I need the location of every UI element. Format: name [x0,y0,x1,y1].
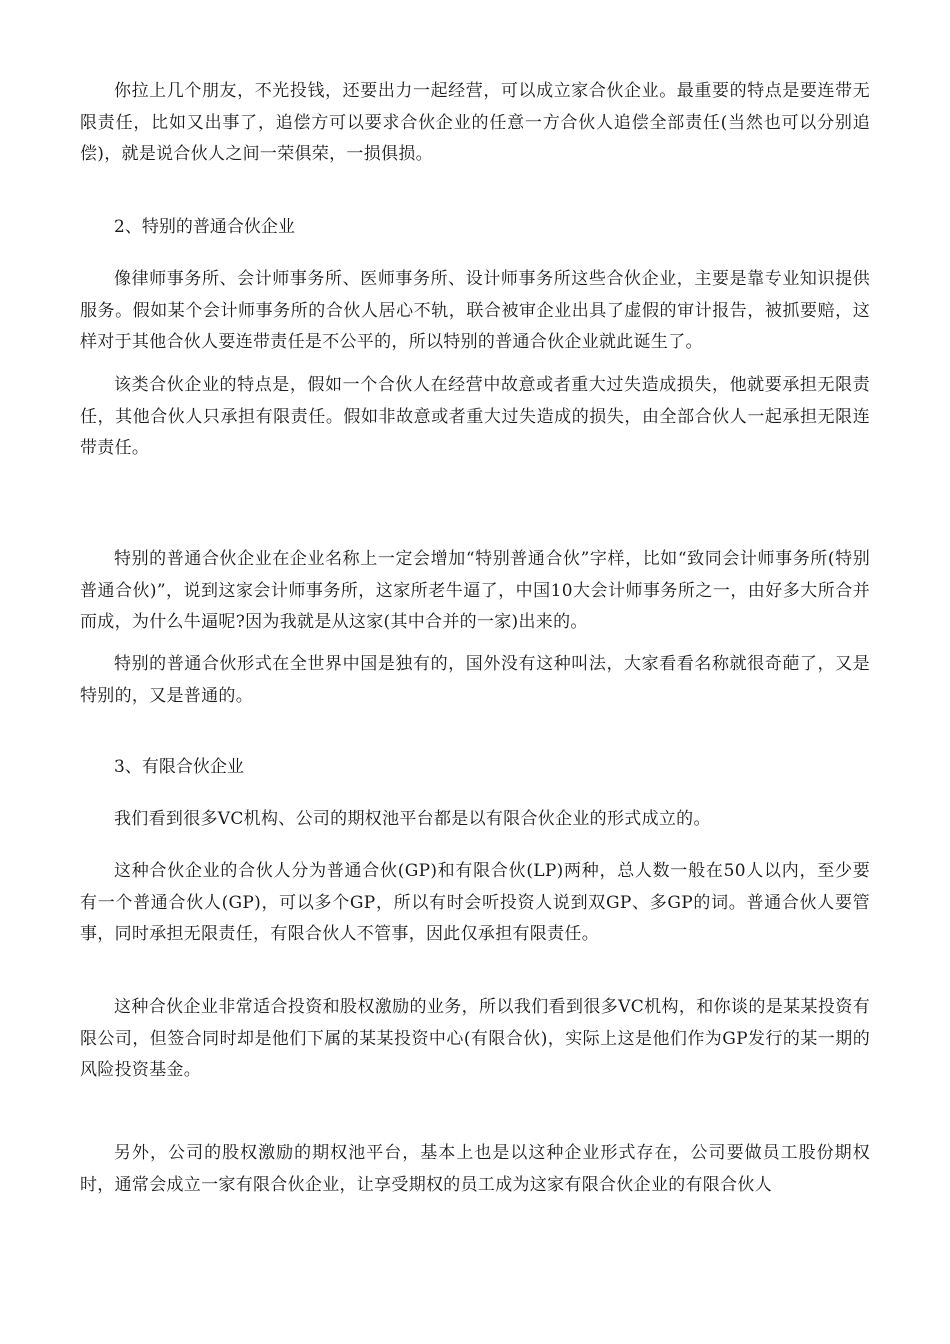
paragraph-general-partnership-intro: 你拉上几个朋友，不光投钱，还要出力一起经营，可以成立家合伙企业。最重要的特点是要连带无限责任，比如又出事了，追偿方可以要求合伙企业的任意一方合伙人追偿全部责任(当然也可以分别追偿)，就是说合伙人之间一荣俱荣，一损俱损。 [80,81,870,164]
section-heading-special-general-partnership: 2、特别的普通合伙企业 [114,217,295,237]
paragraph-gp-lp: 这种合伙企业的合伙人分为普通合伙(GP)和有限合伙(LP)两种，总人数一般在50人以内，至少要有一个普通合伙人(GP)，可以多个GP，所以有时会听投资人说到双GP、多GP的词。普通合伙人要管事，同时承担无限责任，有限合伙人不管事，因此仅承担有限责任。 [80,861,870,944]
paragraph-professional-firms: 像律师事务所、会计师事务所、医师事务所、设计师事务所这些合伙企业，主要是靠专业知识提供服务。假如某个会计师事务所的合伙人居心不轨，联合被审企业出具了虚假的审计报告，被抓要赔，这样对于其他合伙人要连带责任是不公平的，所以特别的普通合伙企业就此诞生了。 [80,269,870,352]
paragraph-equity-incentive: 另外，公司的股权激励的期权池平台，基本上也是以这种企业形式存在，公司要做员工股份期权时，通常会成立一家有限合伙企业，让享受期权的员工成为这家有限合伙企业的有限合伙人 [80,1143,870,1195]
paragraph-special-partnership-liability: 该类合伙企业的特点是，假如一个合伙人在经营中故意或者重大过失造成损失，他就要承担无限责任，其他合伙人只承担有限责任。假如非故意或者重大过失造成的损失，由全部合伙人一起承担无限连带责任。 [80,375,870,458]
paragraph-vc-fund: 这种合伙企业非常适合投资和股权激励的业务，所以我们看到很多VC机构，和你谈的是某某投资有限公司，但签合同时却是他们下属的某某投资中心(有限合伙)，实际上这是他们作为GP发行的某一期的风险投资基金。 [80,997,870,1080]
paragraph-special-partnership-unique: 特别的普通合伙形式在全世界中国是独有的，国外没有这种叫法，大家看看名称就很奇葩了，又是特别的，又是普通的。 [80,654,870,706]
paragraph-vc-option-pool: 我们看到很多VC机构、公司的期权池平台都是以有限合伙企业的形式成立的。 [114,809,711,829]
paragraph-special-partnership-naming: 特别的普通合伙企业在企业名称上一定会增加“特别普通合伙”字样，比如“致同会计师事务所(特别普通合伙)”，说到这家会计师事务所，这家所老牛逼了，中国10大会计师事务所之一，由好多大所合并而成，为什么牛逼呢?因为我就是从这家(其中合并的一家)出来的。 [80,549,870,632]
section-heading-limited-partnership: 3、有限合伙企业 [114,757,244,777]
